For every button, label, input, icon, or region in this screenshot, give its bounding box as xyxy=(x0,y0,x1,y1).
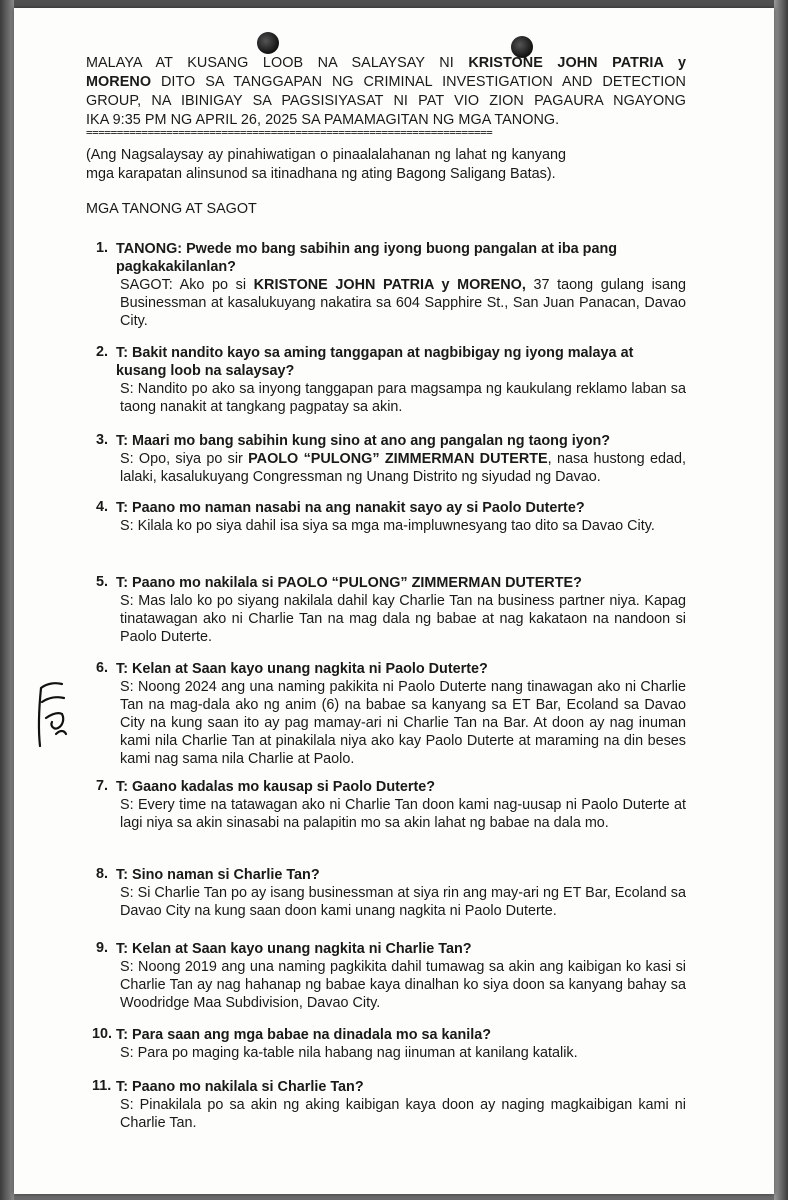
question-text: T: Maari mo bang sabihin kung sino at ano ang pangalan ng taong iyon? xyxy=(116,433,611,449)
answer-text xyxy=(120,678,686,768)
question-text: T: Para saan ang mga babae na dinadala mo sa kanila? xyxy=(116,1027,492,1043)
answer-rest: , nasa hustong edad, lalaki, kasalukuyang Congressman ng Unang Distrito ng siyudad ng Davao. xyxy=(120,451,687,485)
question-text: T: Gaano kadalas mo kausap si Paolo Duterte? xyxy=(116,779,436,795)
qa-number: 9. xyxy=(96,940,109,956)
divider-line: ================================================================== xyxy=(86,126,493,139)
qa-number: 7. xyxy=(96,778,109,794)
answer-rest: 37 taong gulang isang Businessman at kasalukuyang nakatira sa 604 Sapphire St., San Juan Panacan, Davao City. xyxy=(120,277,686,329)
section-title: MGA TANONG AT SAGOT xyxy=(86,201,257,217)
answer-text xyxy=(120,884,686,920)
question-text: T: Paano mo nakilala si PAOLO “PULONG” ZIMMERMAN DUTERTE? xyxy=(116,575,582,591)
question-text: T: Bakit nandito kayo sa aming tanggapan at nagbibigay ng iyong malaya at kusang loob na salaysay? xyxy=(116,345,634,379)
qa-item xyxy=(96,240,686,330)
punch-hole-icon xyxy=(257,32,279,54)
answer-prefix: S: Pinakilala po sa akin ng aking kaibigan kaya doon ay naging magkaibigan kami ni Charlie Tan. xyxy=(120,1097,686,1131)
answer-text xyxy=(120,517,686,535)
title-line-1: MALAYA AT KUSANG LOOB NA SALAYSAY NI KRISTONE JOHN PATRIA y xyxy=(86,55,686,71)
answer-prefix: S: Opo, siya po sir xyxy=(120,451,249,467)
answer-text xyxy=(120,450,686,486)
question-text: T: Kelan at Saan kayo unang nagkita ni Charlie Tan? xyxy=(116,941,472,957)
qa-item xyxy=(96,499,686,535)
qa-item xyxy=(96,574,686,646)
question-text: T: Paano mo naman nasabi na ang nanakit sayo ay si Paolo Duterte? xyxy=(116,500,585,516)
qa-item xyxy=(96,778,686,832)
answer-text xyxy=(120,380,686,416)
answer-prefix: S: Nandito po ako sa inyong tanggapan para magsampa ng kaukulang reklamo laban sa taong nanakit at tangkang pagpatay sa akin. xyxy=(120,381,686,415)
title-line-4: IKA 9:35 PM NG APRIL 26, 2025 SA PAMAMAGITAN NG MGA TANONG. xyxy=(86,112,560,128)
answer-prefix: S: Noong 2024 ang una naming pakikita ni Paolo Duterte nang tinawagan ako ni Charlie Tan na mag-dala ako ng anim (6) na babae sa kanyang sa ET Bar, Ecoland sa Davao City na kung saan ito ay pag mamay-ari ni Charlie Tan na Bar. At doon ay nag inuman kami nila Charlie Tan at pinakilala niya ako kay Paolo Duterte at maraming na din beses kami nag sama nila Charlie at Paolo. xyxy=(120,679,686,767)
question-text: T: Paano mo nakilala si Charlie Tan? xyxy=(116,1079,364,1095)
qa-number: 1. xyxy=(96,240,109,256)
answer-prefix: S: Kilala ko po siya dahil isa siya sa mga ma-impluwnesyang tao dito sa Davao City. xyxy=(120,518,655,534)
title-line-3: GROUP, NA IBINIGAY SA PAGSISIYASAT NI PAT VIO ZION PAGAURA NGAYONG xyxy=(86,93,686,109)
answer-text xyxy=(120,1096,686,1132)
title-line-2: MORENO DITO SA TANGGAPAN NG CRIMINAL INVESTIGATION AND DETECTION xyxy=(86,74,686,90)
qa-item xyxy=(96,866,686,920)
qa-number: 5. xyxy=(96,574,109,590)
answer-prefix: S: Every time na tatawagan ako ni Charlie Tan doon kami nag-uusap ni Paolo Duterte at lagi niya sa akin sinasabi na palapitin mo sa akin lahat ng babae na dala mo. xyxy=(120,797,686,831)
preamble: (Ang Nagsalaysay ay pinahiwatigan o pinaalalahanan ng lahat ng kanyang mga karapatan alinsunod sa itinadhana ng ating Bagong Saligang Batas). xyxy=(86,147,566,182)
answer-text xyxy=(120,796,686,832)
qa-item xyxy=(92,1026,686,1062)
qa-number: 4. xyxy=(96,499,109,515)
answer-bold: KRISTONE JOHN PATRIA y MORENO, xyxy=(253,277,526,293)
qa-number: 6. xyxy=(96,660,109,676)
qa-number: 11. xyxy=(92,1078,112,1094)
answer-prefix: S: Para po maging ka-table nila habang nag iinuman at kanilang katalik. xyxy=(120,1045,578,1061)
answer-prefix: SAGOT: Ako po si xyxy=(120,277,254,293)
answer-prefix: S: Mas lalo ko po siyang nakilala dahil kay Charlie Tan na business partner niya. Kapag tinatawagan ako ni Charlie Tan na mag dala ng babae at nag kakataon na nandoon si Paolo Duterte. xyxy=(120,593,686,645)
question-text: T: Sino naman si Charlie Tan? xyxy=(116,867,320,883)
qa-item xyxy=(96,344,686,416)
qa-number: 8. xyxy=(96,866,109,882)
question-text: T: Kelan at Saan kayo unang nagkita ni Paolo Duterte? xyxy=(116,661,488,677)
answer-text xyxy=(120,958,686,1012)
document-page xyxy=(14,8,774,1194)
qa-item xyxy=(96,940,686,1012)
answer-text xyxy=(120,592,686,646)
answer-bold: PAOLO “PULONG” ZIMMERMAN DUTERTE xyxy=(248,451,548,467)
qa-number: 10. xyxy=(92,1026,113,1042)
document-title xyxy=(86,54,686,130)
scan-edge-right xyxy=(774,0,788,1200)
answer-text xyxy=(120,1044,686,1062)
qa-number: 3. xyxy=(96,432,109,448)
qa-item xyxy=(96,660,686,768)
answer-prefix: S: Noong 2019 ang una naming pagkikita dahil tumawag sa akin ang kaibigan ko kasi si Charlie Tan ay nag hahanap ng babae kaya dinalhan ko siya doon sa kanyang bahay sa Woodridge Maa Subdivision, Davao City. xyxy=(120,959,686,1011)
question-text: TANONG: Pwede mo bang sabihin ang iyong buong pangalan at iba pang pagkakakilanlan? xyxy=(116,241,618,275)
answer-prefix: S: Si Charlie Tan po ay isang businessman at siya rin ang may-ari ng ET Bar, Ecoland sa Davao City na kung saan doon kami unang nagkita ni Paolo Duterte. xyxy=(120,885,686,919)
qa-item xyxy=(92,1078,686,1132)
answer-text xyxy=(120,276,686,330)
qa-item xyxy=(96,432,686,486)
handwritten-signature-icon xyxy=(32,668,72,748)
scan-edge-left xyxy=(0,0,14,1200)
qa-number: 2. xyxy=(96,344,109,360)
